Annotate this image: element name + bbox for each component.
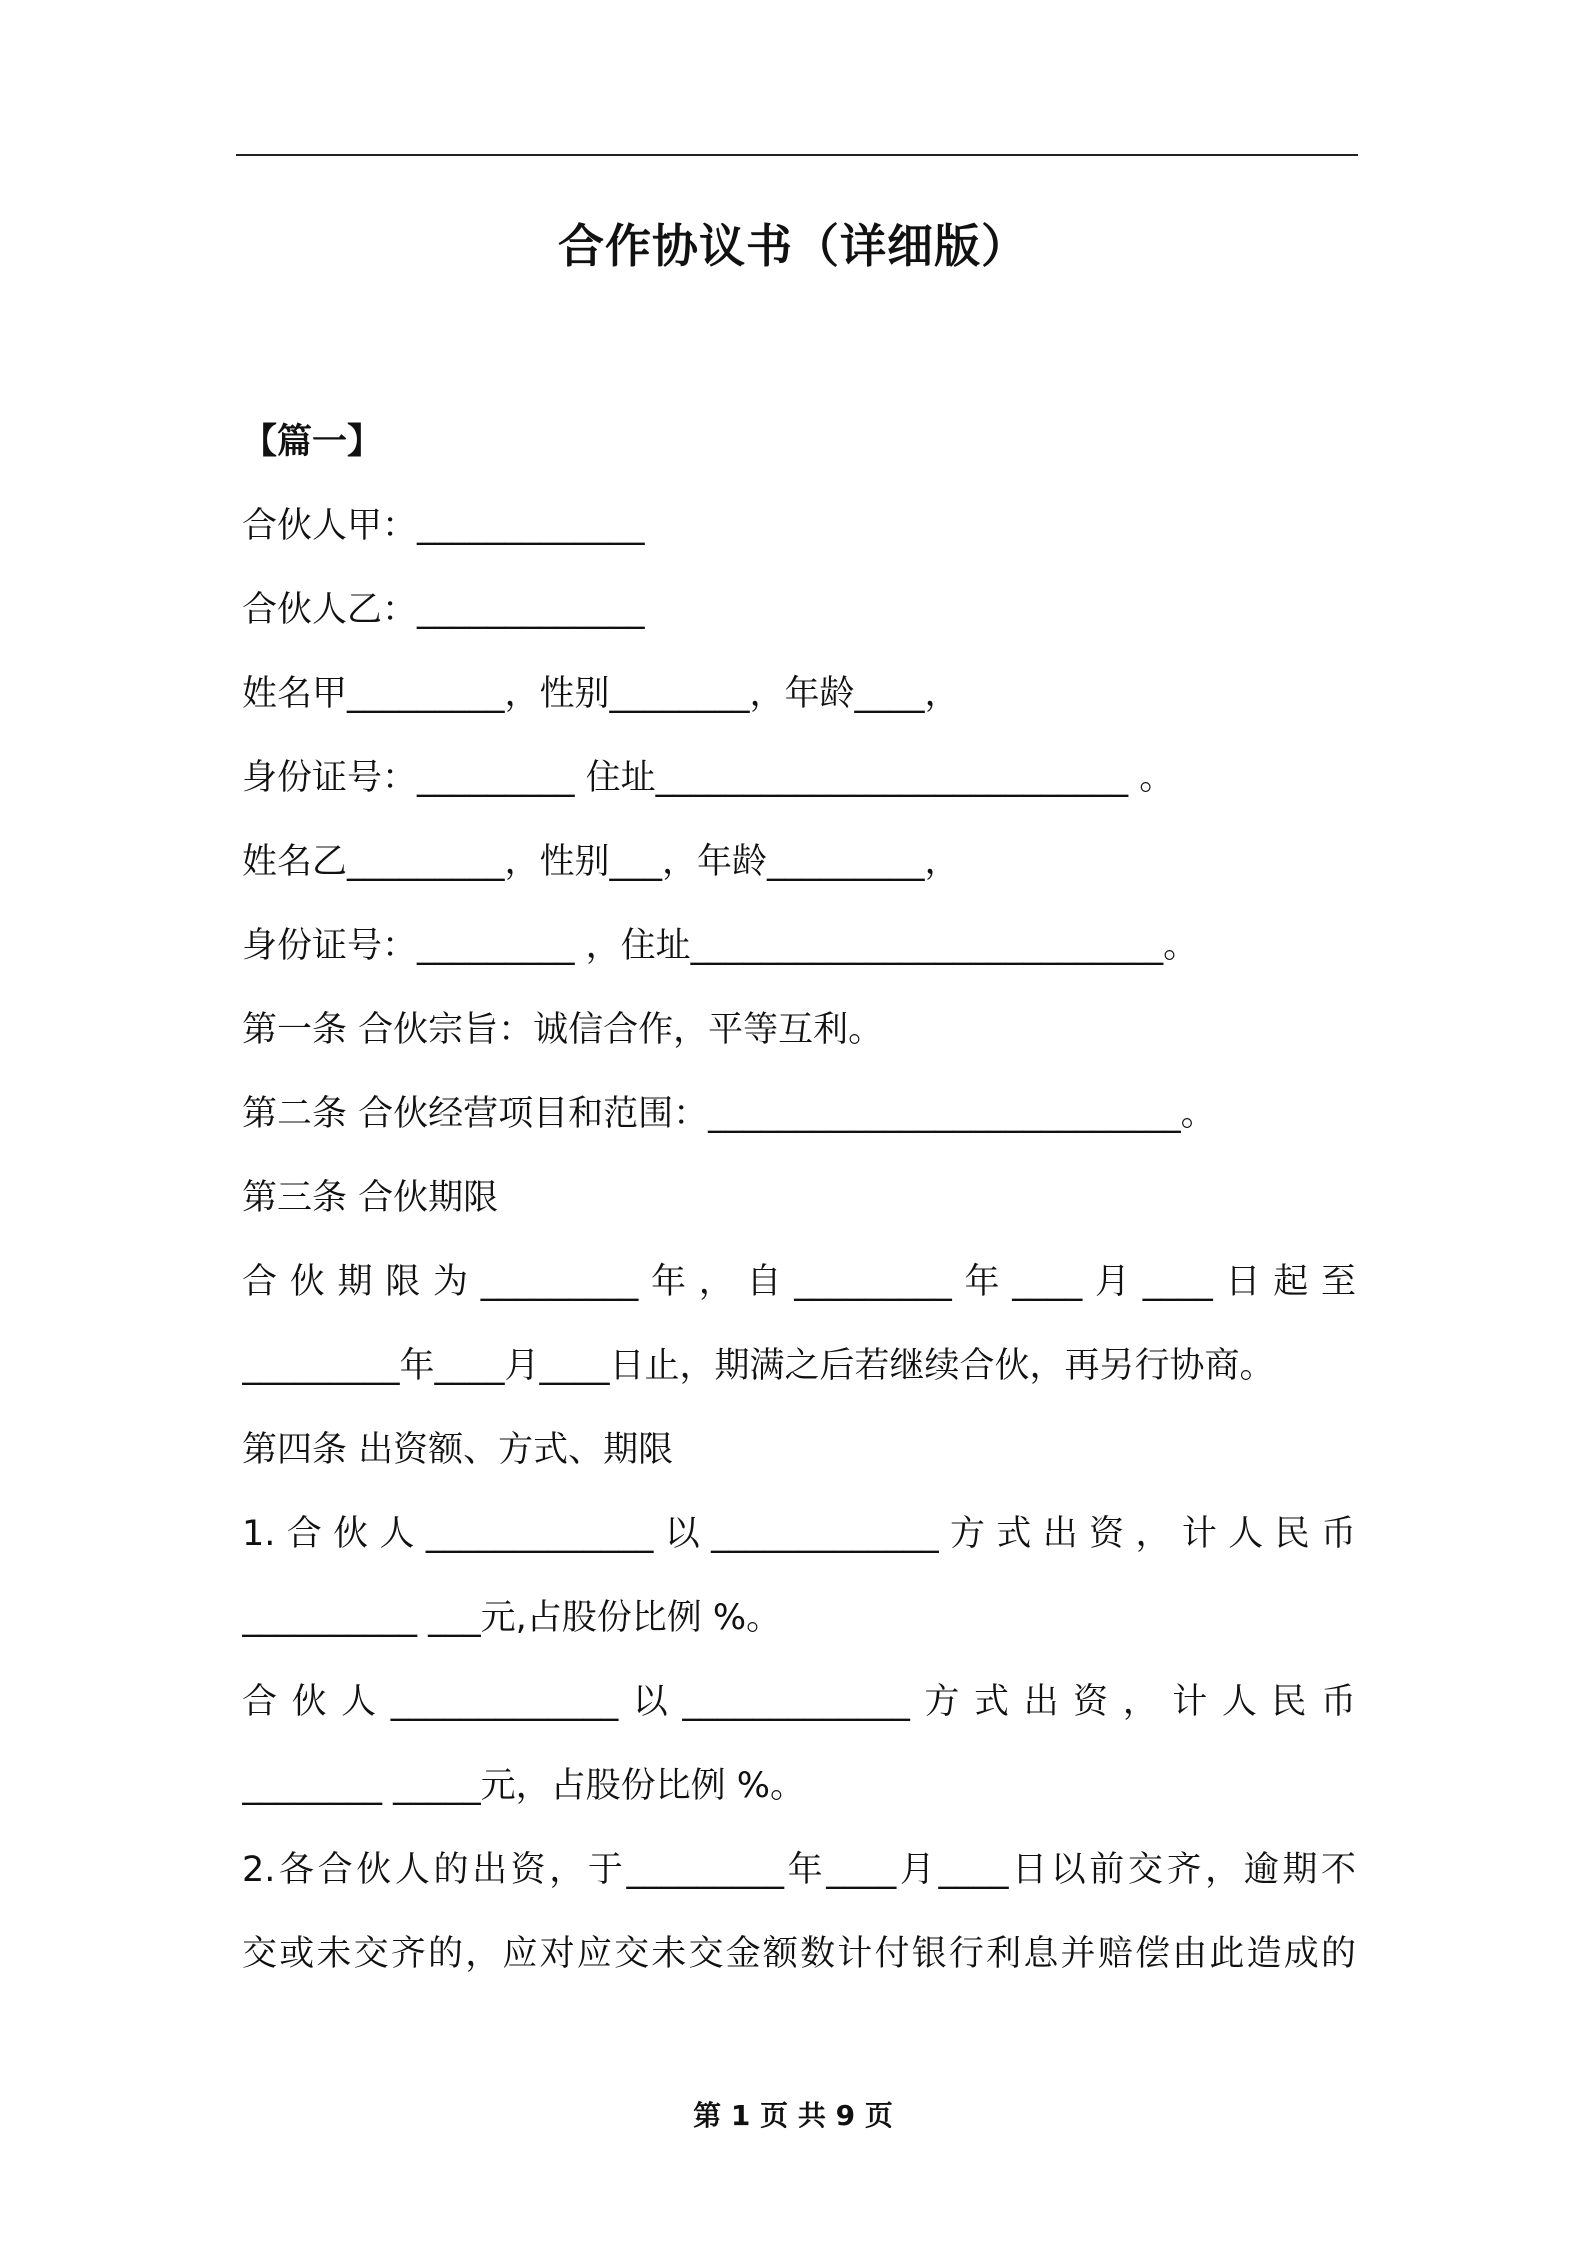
article-3-line-1: 合伙期限为_________年，自_________年____月____日起至 xyxy=(242,1262,1356,1302)
section-label: 【篇一】 xyxy=(242,422,383,462)
document-title: 合作协议书（详细版） xyxy=(558,219,1028,273)
name-a-line: 姓名甲_________，性别________，年龄____， xyxy=(242,674,960,714)
article-2-line: 第二条 合伙经营项目和范围：___________________________。 xyxy=(242,1094,1216,1134)
partner-b-line: 合伙人乙：_____________ xyxy=(242,590,645,630)
article-4-item-1b-line-1: 合伙人_____________以_____________方式出资，计人民币 xyxy=(242,1682,1356,1722)
id-address-a-line: 身份证号：_________ 住址___________________________ 。 xyxy=(242,758,1175,798)
article-3-heading: 第三条 合伙期限 xyxy=(242,1178,499,1218)
article-4-item-2-line-1: 2.各合伙人的出资，于_________年____月____日以前交齐，逾期不 xyxy=(242,1850,1356,1890)
partner-a-line: 合伙人甲：_____________ xyxy=(242,506,645,546)
header-rule xyxy=(236,154,1358,156)
article-4-heading: 第四条 出资额、方式、期限 xyxy=(242,1430,674,1470)
article-4-item-1b-line-2: ________ _____元，占股份比例 %。 xyxy=(242,1766,806,1806)
document-body xyxy=(242,400,1356,1996)
article-3-line-2: _________年____月____日止，期满之后若继续合伙，再另行协商。 xyxy=(242,1346,1275,1386)
article-4-item-1-line-1: 1.合伙人_____________以_____________方式出资，计人民币 xyxy=(242,1514,1356,1554)
page-indicator: 第 1 页 共 9 页 xyxy=(693,2099,893,2132)
id-address-b-line: 身份证号：_________ ，住址___________________________。 xyxy=(242,926,1199,966)
article-4-item-2-line-2: 交或未交齐的，应对应交未交金额数计付银行利息并赔偿由此造成的 xyxy=(242,1934,1356,1974)
article-1-line: 第一条 合伙宗旨：诚信合作，平等互利。 xyxy=(242,1010,884,1050)
article-4-item-1-line-2: __________ ___元,占股份比例 %。 xyxy=(242,1598,782,1638)
name-b-line: 姓名乙_________，性别___，年龄_________， xyxy=(242,842,960,882)
